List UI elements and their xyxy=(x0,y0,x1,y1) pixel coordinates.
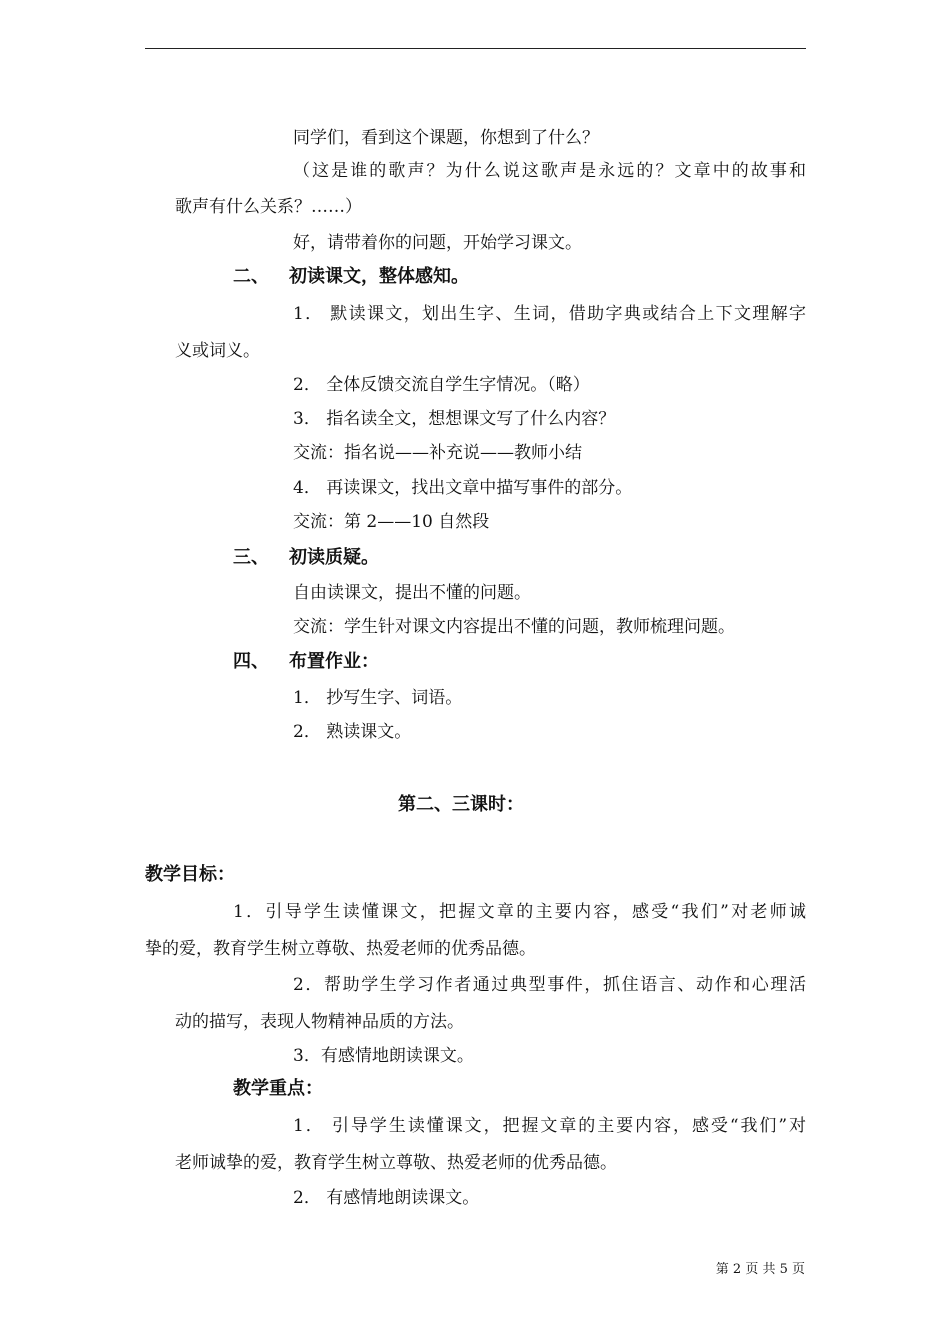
section3-line2: 交流：学生针对课文内容提出不懂的问题，教师梳理问题。 xyxy=(293,617,735,637)
key-points-heading: 教学重点： xyxy=(233,1078,323,1099)
section2-item4: 4． 再读课文，找出文章中描写事件的部分。 xyxy=(293,478,633,498)
goals-heading: 教学目标： xyxy=(145,864,235,885)
goals-g2-line1: 2．帮助学生学习作者通过典型事件，抓住语言、动作和心理活 xyxy=(293,975,806,995)
section2-exchange1: 交流：指名说——补充说——教师小结 xyxy=(293,443,582,463)
section4-item1: 1． 抄写生字、词语。 xyxy=(293,688,463,708)
key-points-k1-line1: 1． 引导学生读懂课文，把握文章的主要内容，感受“我们”对 xyxy=(293,1116,806,1136)
intro-paren-line1: （这是谁的歌声？为什么说这歌声是永远的？文章中的故事和 xyxy=(293,161,806,181)
section2-num: 二、 xyxy=(233,266,269,287)
intro-start: 好，请带着你的问题，开始学习课文。 xyxy=(293,233,582,253)
section2-item3: 3． 指名读全文，想想课文写了什么内容？ xyxy=(293,409,616,429)
section3-line1: 自由读课文，提出不懂的问题。 xyxy=(293,583,531,603)
intro-paren-line2: 歌声有什么关系？……） xyxy=(175,197,362,217)
section4-title: 布置作业： xyxy=(289,651,379,672)
key-points-k2: 2． 有感情地朗读课文。 xyxy=(293,1188,480,1208)
key-points-k1-line2: 老师诚挚的爱，教育学生树立尊敬、热爱老师的优秀品德。 xyxy=(175,1153,617,1173)
section3-title: 初读质疑。 xyxy=(289,547,379,568)
section2-exchange2: 交流：第 2——10 自然段 xyxy=(293,512,490,532)
section4-item2: 2． 熟读课文。 xyxy=(293,722,412,742)
goals-g2-line2: 动的描写，表现人物精神品质的方法。 xyxy=(175,1012,464,1032)
lesson-title: 第二、三课时： xyxy=(398,794,524,815)
section3-num: 三、 xyxy=(233,547,269,568)
goals-g1-line2: 挚的爱，教育学生树立尊敬、热爱老师的优秀品德。 xyxy=(145,939,536,959)
section2-heading xyxy=(233,266,469,288)
section4-heading xyxy=(233,651,379,673)
section4-num: 四、 xyxy=(233,651,269,672)
section3-heading xyxy=(233,547,379,569)
section2-title: 初读课文，整体感知。 xyxy=(289,266,469,287)
section2-item1-line2: 义或词义。 xyxy=(175,341,260,361)
section2-item1-line1: 1． 默读课文，划出生字、生词，借助字典或结合上下文理解字 xyxy=(293,304,806,324)
intro-question: 同学们，看到这个课题，你想到了什么？ xyxy=(293,128,599,148)
page-footer: 第 2 页 共 5 页 xyxy=(715,1262,805,1277)
section2-item2: 2． 全体反馈交流自学生字情况。（略） xyxy=(293,375,590,395)
goals-g1-line1: 1．引导学生读懂课文，把握文章的主要内容，感受“我们”对老师诚 xyxy=(233,902,806,922)
header-rule xyxy=(145,48,806,49)
goals-g3: 3．有感情地朗读课文。 xyxy=(293,1046,474,1066)
